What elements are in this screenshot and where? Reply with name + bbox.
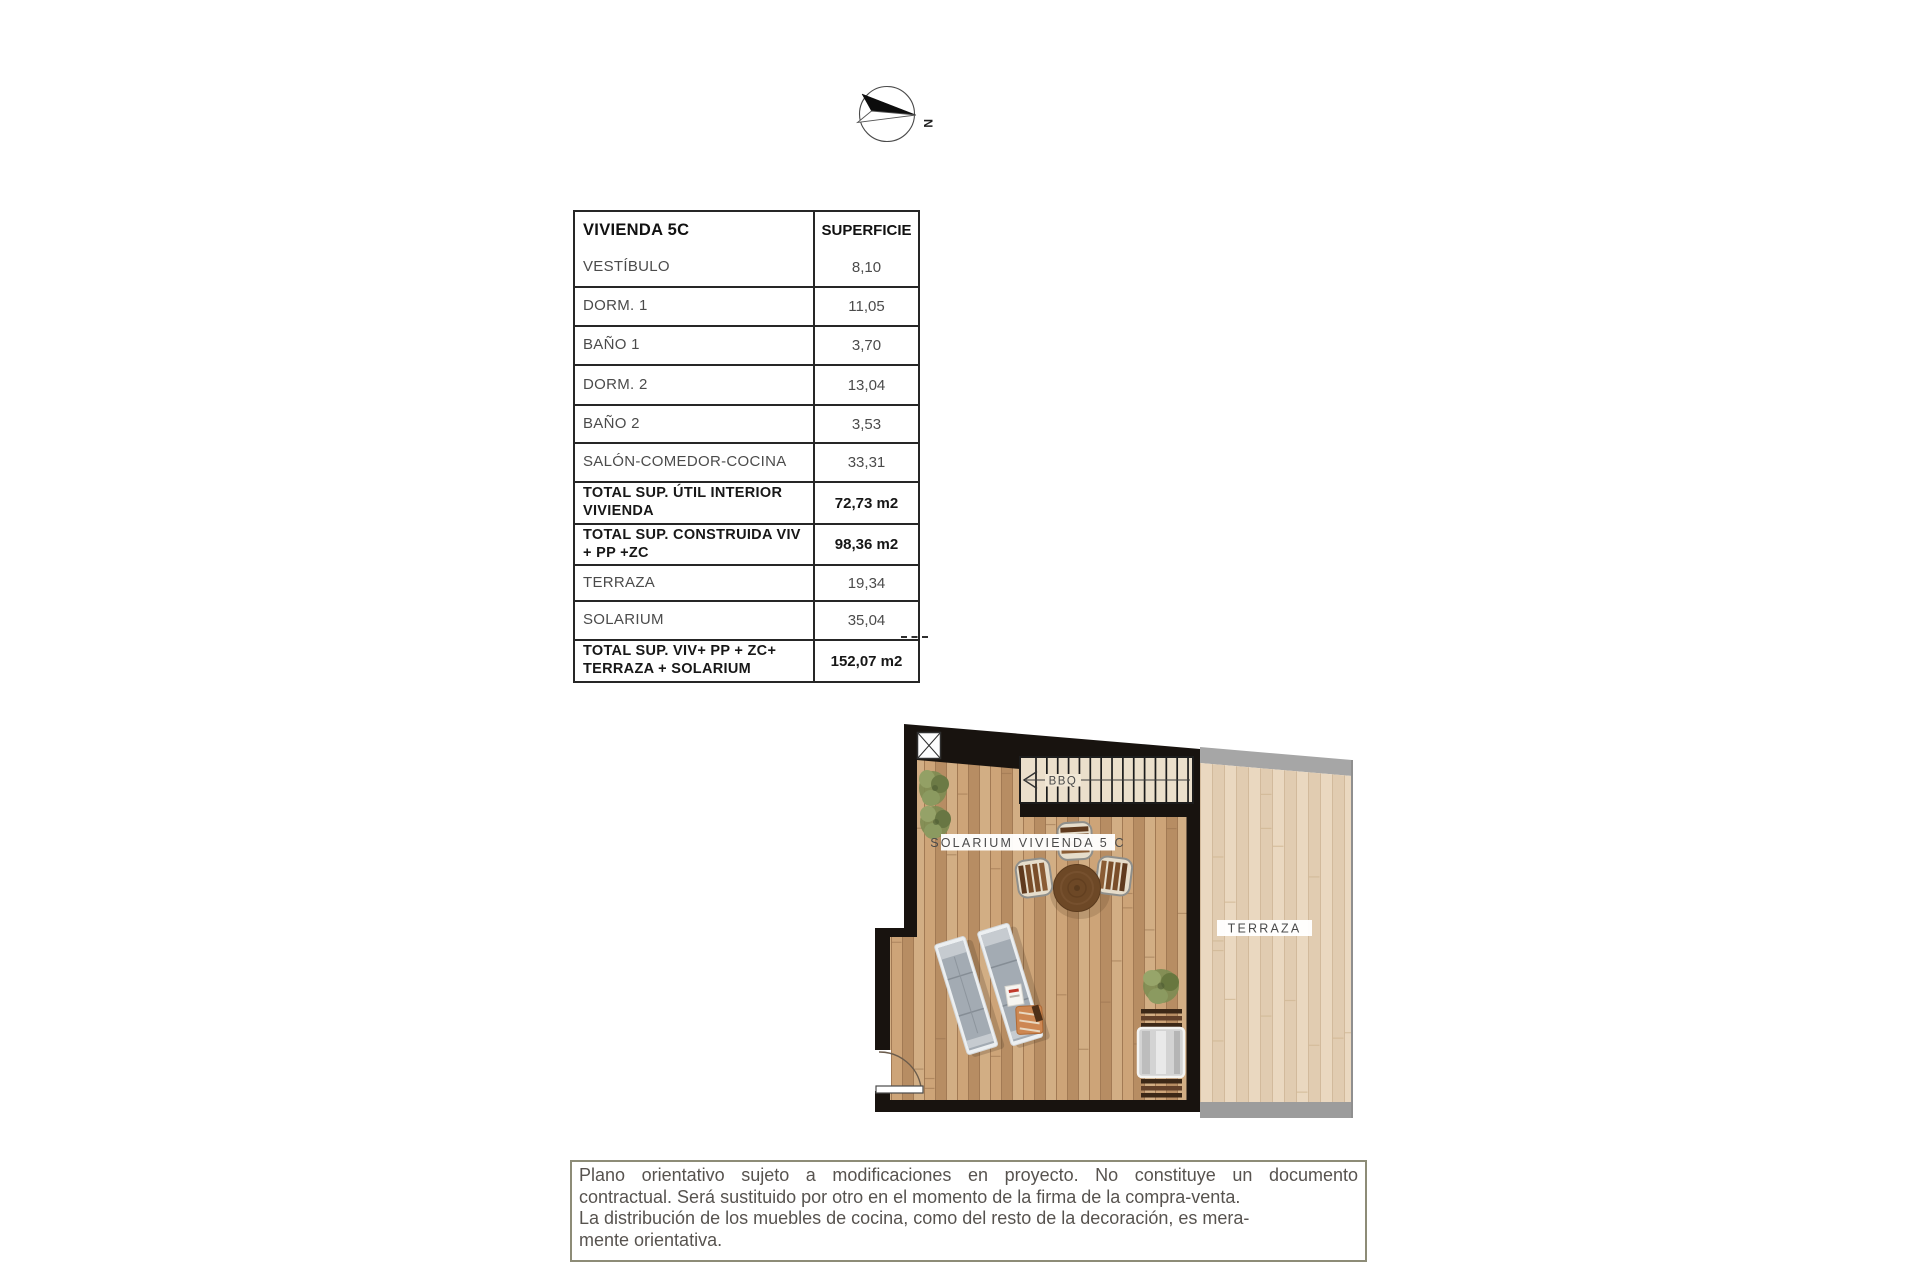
- terraza-bottom-band: [1200, 1102, 1352, 1118]
- area-table-body: [575, 248, 918, 681]
- table-header-unit: VIVIENDA 5C: [575, 212, 815, 248]
- row-value: 98,36 m2: [834, 536, 899, 553]
- skylight-box: [918, 733, 941, 759]
- row-label: DORM. 2: [575, 366, 815, 404]
- table-row: [575, 523, 918, 564]
- row-value: 3,70: [851, 337, 882, 354]
- disclaimer-line: La distribución de los muebles de cocina, como del resto de la decoración, es mera-: [579, 1208, 1250, 1228]
- table-row: [575, 248, 918, 286]
- table-row: [575, 600, 918, 639]
- row-value: 152,07 m2: [830, 652, 903, 670]
- solarium-label-group: [930, 834, 1126, 851]
- table-row: [575, 325, 918, 364]
- row-label: VESTÍBULO: [575, 248, 815, 286]
- table-row: [575, 564, 918, 600]
- dashed-line-fragment: [901, 636, 928, 638]
- bbq-label: BBQ: [1048, 775, 1078, 788]
- table-row: [575, 442, 918, 481]
- row-value: 33,31: [847, 454, 886, 471]
- table-header-surface: SUPERFICIE: [821, 221, 912, 239]
- magazine: [1005, 984, 1024, 1006]
- terraza-label: TERRAZA: [1227, 921, 1302, 936]
- row-value: 72,73 m2: [834, 494, 899, 512]
- disclaimer-line: contractual. Será sustituido por otro en el momento de la firma de la compra-venta.: [579, 1186, 1241, 1207]
- row-value: 3,53: [851, 415, 882, 433]
- compass-icon: [845, 75, 945, 160]
- row-value: 19,34: [847, 574, 886, 592]
- row-label: BAÑO 2: [575, 406, 815, 442]
- solarium-label: SOLARIUM VIVIENDA 5 C: [930, 836, 1126, 850]
- table-header-row: [575, 212, 918, 248]
- area-table: [573, 210, 920, 683]
- row-value: 8,10: [851, 258, 882, 276]
- disclaimer-line: Plano orientativo sujeto a modificaciones en proyecto. No constituye un documento: [579, 1165, 1358, 1185]
- row-label: DORM. 1: [575, 288, 815, 325]
- row-label: TOTAL SUP. CONSTRUIDA VIV + PP +ZC: [575, 525, 815, 564]
- compass-north-label: N: [921, 119, 935, 128]
- row-label: TERRAZA: [575, 566, 815, 600]
- disclaimer-line: mente orientativa.: [579, 1229, 723, 1250]
- table-row: [575, 481, 918, 523]
- row-value: 35,04: [847, 612, 886, 629]
- disclaimer-box: [570, 1160, 1367, 1262]
- table-row: [575, 639, 918, 681]
- barrel-chair-left: [1015, 857, 1054, 898]
- row-value: 13,04: [847, 376, 886, 394]
- row-value: 11,05: [848, 298, 885, 315]
- table-row: [575, 286, 918, 325]
- table-row: [575, 404, 918, 442]
- table-row: [575, 364, 918, 404]
- row-label: BAÑO 1: [575, 327, 815, 364]
- row-label: SALÓN-COMEDOR-COCINA: [575, 444, 815, 481]
- door-leaf: [876, 1086, 923, 1093]
- row-label: TOTAL SUP. ÚTIL INTERIOR VIVIENDA: [575, 483, 815, 523]
- terraza-label-group: [1217, 920, 1312, 936]
- stairs: [1020, 757, 1193, 803]
- row-label: TOTAL SUP. VIV+ PP + ZC+ TERRAZA + SOLARIUM: [575, 641, 815, 681]
- row-label: SOLARIUM: [575, 602, 815, 639]
- door-opening: [872, 1050, 891, 1091]
- floor-plan: [858, 715, 1364, 1127]
